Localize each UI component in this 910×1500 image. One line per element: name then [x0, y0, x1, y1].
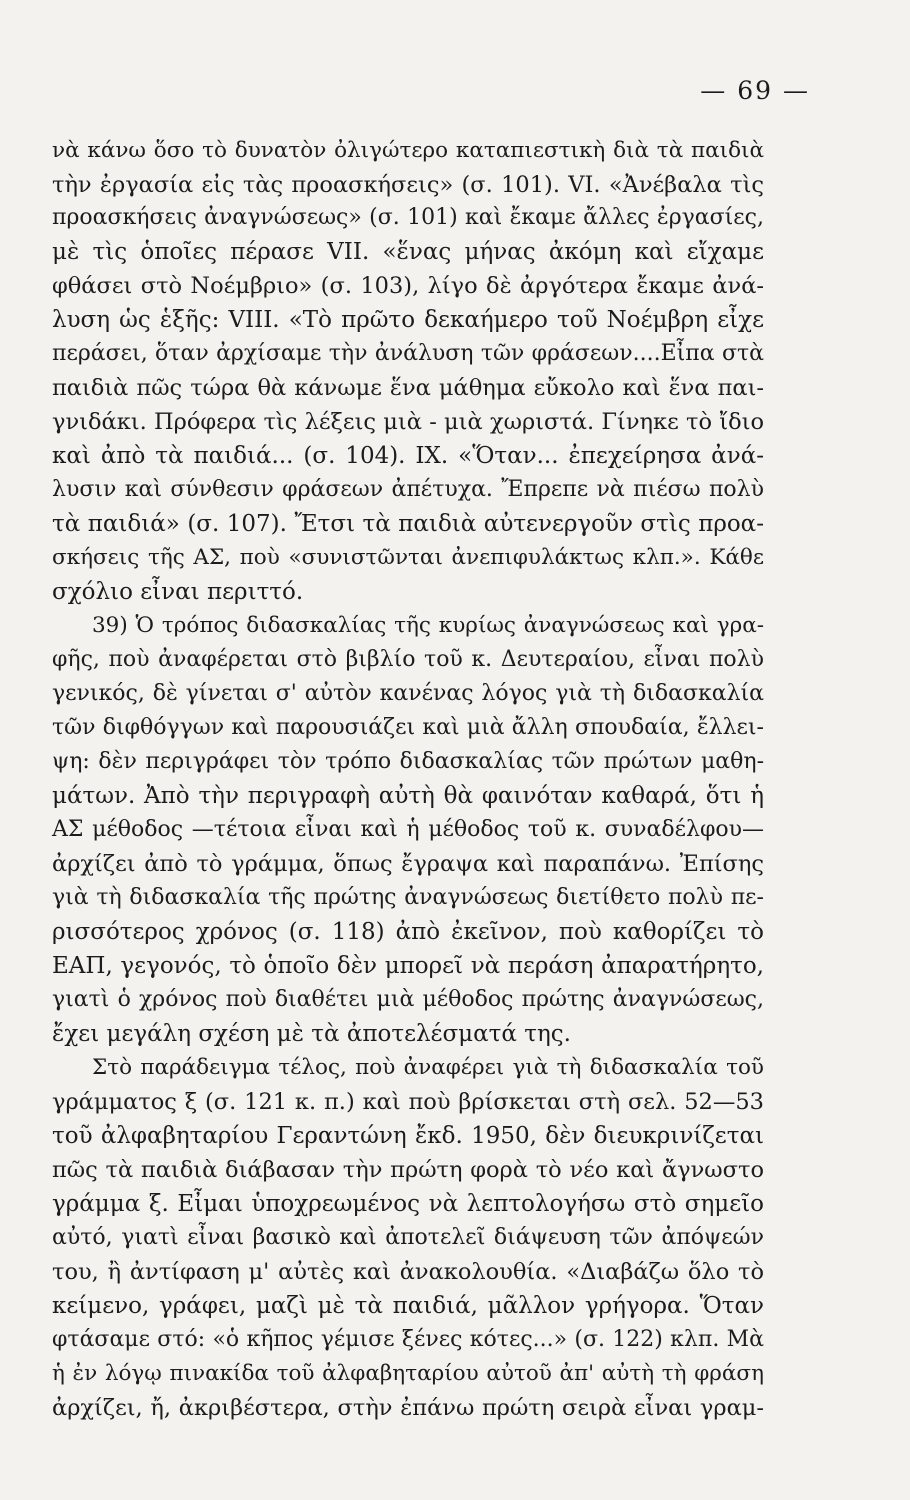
text-line: αὐτό, γιατὶ εἶναι βασικὸ καὶ ἀποτελεῖ διάψευση τῶν ἀπόψεών — [52, 1225, 764, 1250]
text-line: μάτων. Ἀπὸ τὴν περιγραφὴ αὐτὴ θὰ φαινόταν καθαρά, ὅτι ἡ — [52, 783, 764, 809]
text-line: τῶν διφθόγγων καὶ παρουσιάζει καὶ μιὰ ἄλλη σπουδαία, ἔλλει- — [52, 715, 764, 740]
text-line: λυσιν καὶ σύνθεσιν φράσεων ἀπέτυχα. Ἔπρεπε νὰ πιέσω πολὺ — [52, 477, 764, 502]
text-line: καὶ ἀπὸ τὰ παιδιά... (σ. 104). IX. «Ὅταν... ἐπεχείρησα ἀνά- — [52, 443, 764, 469]
text-line: γράμμα ξ. Εἶμαι ὑποχρεωμένος νὰ λεπτολογήσω στὸ σημεῖο — [52, 1191, 764, 1217]
text-line: κείμενο, γράφει, μαζὶ μὲ τὰ παιδιά, μᾶλλον γρήγορα. Ὅταν — [52, 1293, 764, 1319]
text-line: ἡ ἐν λόγῳ πινακίδα τοῦ ἀλφαβηταρίου αὐτοῦ ἀπ' αὐτὴ τὴ φράση — [52, 1361, 764, 1386]
text-line: ρισσότερος χρόνος (σ. 118) ἀπὸ ἐκεῖνον, ποὺ καθορίζει τὸ — [52, 919, 764, 945]
text-line: ΑΣ μέθοδος —τέτοια εἶναι καὶ ἡ μέθοδος τοῦ κ. συναδέλφου— — [52, 817, 764, 842]
text-line: ἀρχίζει, ἤ, ἀκριβέστερα, στὴν ἐπάνω πρώτη σειρὰ εἶναι γραμ- — [52, 1395, 764, 1421]
text-line: τὰ παιδιά» (σ. 107). Ἔτσι τὰ παιδιὰ αὐτενεργοῦν στὶς προα- — [52, 511, 764, 537]
text-line: 39) Ὁ τρόπος διδασκαλίας τῆς κυρίως ἀναγνώσεως καὶ γρα- — [92, 613, 764, 638]
text-line: γενικός, δὲ γίνεται σ' αὐτὸν κανένας λόγος γιὰ τὴ διδασκαλία — [52, 681, 764, 706]
page-number: — 69 — — [700, 76, 810, 105]
text-line: ἔχει μεγάλη σχέση μὲ τὰ ἀποτελέσματά της. — [52, 1021, 571, 1047]
text-line: ψη: δὲν περιγράφει τὸν τρόπο διδασκαλίας τῶν πρώτων μαθη- — [52, 749, 764, 774]
text-line: ΕΑΠ, γεγονός, τὸ ὁποῖο δὲν μπορεῖ νὰ περάση ἀπαρατήρητο, — [52, 953, 764, 979]
text-line: Στὸ παράδειγμα τέλος, ποὺ ἀναφέρει γιὰ τὴ διδασκαλία τοῦ — [92, 1055, 764, 1080]
text-line: του, ἢ ἀντίφαση μ' αὐτὲς καὶ ἀνακολουθία. «Διαβάζω ὅλο τὸ — [52, 1259, 764, 1285]
text-line: περάσει, ὅταν ἀρχίσαμε τὴν ἀνάλυση τῶν φράσεων....Εἶπα στὰ — [52, 341, 764, 366]
text-line: σχόλιο εἶναι περιττό. — [52, 579, 304, 605]
text-line: ἀρχίζει ἀπὸ τὸ γράμμα, ὅπως ἔγραψα καὶ παραπάνω. Ἐπίσης — [52, 851, 764, 877]
text-line: παιδιὰ πῶς τώρα θὰ κάνωμε ἕνα μάθημα εὔκολο καὶ ἕνα παι- — [52, 375, 764, 401]
text-line: νὰ κάνω ὅσο τὸ δυνατὸν ὀλιγώτερο καταπιεστικὴ διὰ τὰ παιδιὰ — [52, 138, 764, 163]
text-line: σκήσεις τῆς ΑΣ, ποὺ «συνιστῶνται ἀνεπιφυλάκτως κλπ.». Κάθε — [52, 545, 764, 570]
text-line: γνιδάκι. Πρόφερα τὶς λέξεις μιὰ - μιὰ χωριστά. Γίνηκε τὸ ἴδιο — [52, 409, 764, 435]
text-line: τοῦ ἀλφαβηταρίου Γεραντώνη ἔκδ. 1950, δὲν διευκρινίζεται — [52, 1123, 764, 1149]
text-line: φτάσαμε στό: «ὁ κῆπος γέμισε ξένες κότες...» (σ. 122) κλπ. Μὰ — [52, 1327, 764, 1352]
text-line: λυση ὡς ἑξῆς: VIII. «Τὸ πρῶτο δεκαήμερο τοῦ Νοέμβρη εἶχε — [52, 307, 764, 333]
text-line: γράμματος ξ (σ. 121 κ. π.) καὶ ποὺ βρίσκεται στὴ σελ. 52—53 — [52, 1089, 764, 1115]
text-line: προασκήσεις ἀναγνώσεως» (σ. 101) καὶ ἔκαμε ἄλλες ἐργασίες, — [52, 205, 764, 230]
text-line: φθάσει στὸ Νοέμβριο» (σ. 103), λίγο δὲ ἀργότερα ἔκαμε ἀνά- — [52, 273, 764, 299]
text-line: μὲ τὶς ὁποῖες πέρασε VII. «ἕνας μήνας ἀκόμη καὶ εἴχαμε — [52, 239, 764, 265]
text-line: φῆς, ποὺ ἀναφέρεται στὸ βιβλίο τοῦ κ. Δευτεραίου, εἶναι πολὺ — [52, 647, 764, 672]
text-line: γιατὶ ὁ χρόνος ποὺ διαθέτει μιὰ μέθοδος πρώτης ἀναγνώσεως, — [52, 987, 764, 1012]
text-line: τὴν ἐργασία εἰς τὰς προασκήσεις» (σ. 101). VI. «Ἀνέβαλα τὶς — [52, 172, 764, 198]
text-line: γιὰ τὴ διδασκαλία τῆς πρώτης ἀναγνώσεως διετίθετο πολὺ πε- — [52, 885, 764, 910]
text-line: πῶς τὰ παιδιὰ διάβασαν τὴν πρώτη φορὰ τὸ νέο καὶ ἄγνωστο — [52, 1157, 764, 1183]
